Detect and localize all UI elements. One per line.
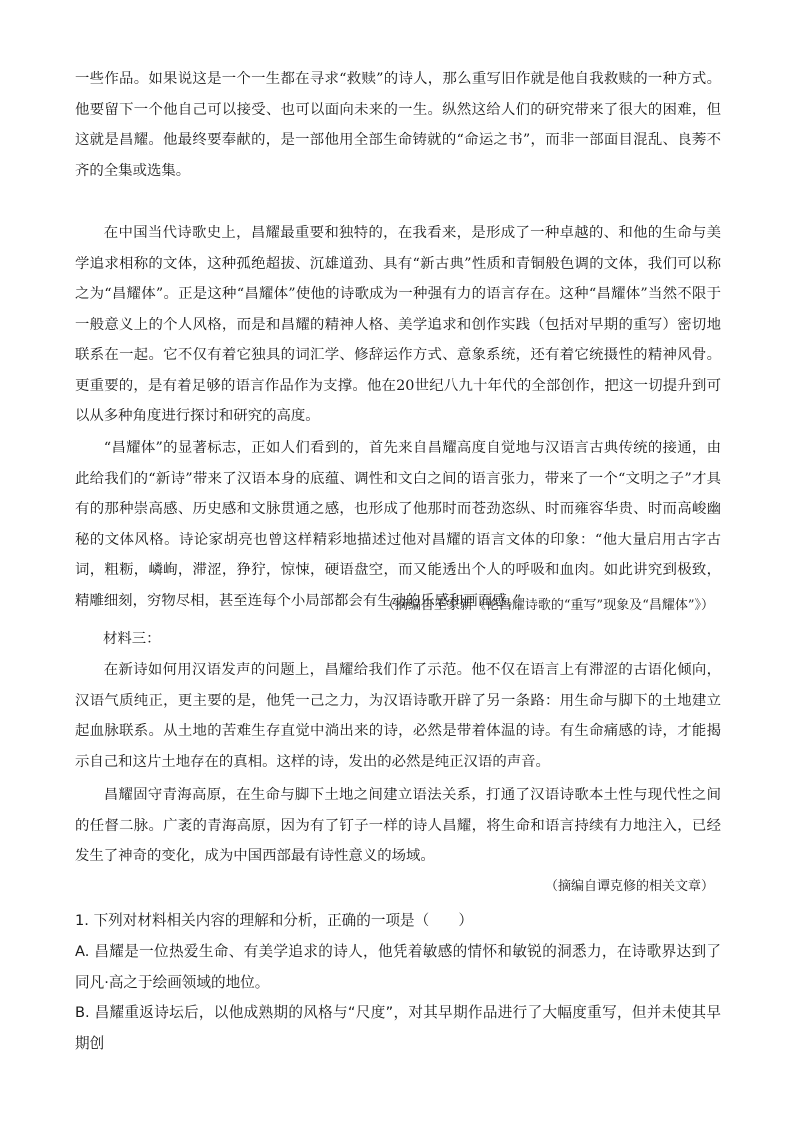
option-a: A. 昌耀是一位热爱生命、有美学追求的诗人，他凭着敏感的情怀和敏锐的洞悉力，在诗歌界达到了同凡·高之于绘画领域的地位。 [75, 943, 721, 991]
question-stem: 1. 下列对材料相关内容的理解和分析，正确的一项是（ ） [75, 912, 474, 929]
option-b: B. 昌耀重返诗坛后，以他成熟期的风格与“尺度”，对其早期作品进行了大幅度重写，但并未使其早期创 [75, 1004, 721, 1052]
source-citation-wang-jiaxin: （摘编自王家新《论昌耀诗歌的“重写”现象及“昌耀体”》） [381, 598, 714, 613]
material-paragraph-chinese-voice: 在新诗如何用汉语发声的问题上，昌耀给我们作了示范。他不仅在语言上有滞涩的古语化倾向，汉语气质纯正，更主要的是，他凭一己之力，为汉语诗歌开辟了另一条路：用生命与脚下的土地建立起血脉联系。从土地的苦难生存直觉中淌出来的诗，必然是带着体温的诗。有生命痛感的诗，才能揭示自己和这片土地存在的真相。这样的诗，发出的必然是纯正汉语的声音。 [75, 662, 721, 770]
source-citation-tan-kexiu: （摘编自谭克修的相关文章） [544, 879, 714, 894]
material-paragraph-style-marks: “昌耀体”的显著标志，正如人们看到的，首先来自昌耀高度自觉地与汉语言古典传统的接通，由此给我们的“新诗”带来了汉语本身的底蕴、调性和文白之间的语言张力，带来了一个“文明之子”才具有的那种崇高感、历史感和文脉贯通之感，也形成了他那时而苍劲恣纵、时而雍容华贵、时而高峻幽秘的文体风格。诗论家胡亮也曾这样精彩地描述过他对昌耀的语言文体的印象：“他大量启用古字古词，粗粝，嶙峋，滞涩，狰狞，惊悚，硬语盘空，而又能透出个人的呼吸和血肉。如此讲究到极致，精雕细刻，穷物尽相，甚至连每个小局部都会有生动的乐感和画面感。” [75, 440, 721, 609]
material-paragraph-qinghai: 昌耀固守青海高原，在生命与脚下土地之间建立语法关系，打通了汉语诗歌本土性与现代性之间的任督二脉。广袤的青海高原，因为有了钉子一样的诗人昌耀，将生命和语言持续有力地注入，已经发生了神奇的变化，成为中国西部最有诗性意义的场域。 [75, 787, 721, 864]
material-paragraph-changyao-style: 在中国当代诗歌史上，昌耀最重要和独特的，在我看来，是形成了一种卓越的、和他的生命与美学追求相称的文体，这种孤绝超拔、沉雄道劲、具有“新古典”性质和青铜般色调的文体，我们可以称之为“昌耀体”。正是这种“昌耀体”使他的诗歌成为一种强有力的语言存在。这种“昌耀体”当然不限于一般意义上的个人风格，而是和昌耀的精神人格、美学追求和创作实践（包括对早期的重写）密切地联系在一起。它不仅有着它独具的词汇学、修辞运作方式、意象系统，还有着它统摄性的精神风骨。更重要的，是有着足够的语言作品作为支撑。他在20世纪八九十年代的全部创作，把这一切提升到可以从多种角度进行探讨和研究的高度。 [75, 225, 721, 424]
material-paragraph-intro: 一些作品。如果说这是一个一生都在寻求“救赎”的诗人，那么重写旧作就是他自我救赎的一种方式。他要留下一个他自己可以接受、也可以面向未来的一生。纵然这给人们的研究带来了很大的困难，但这就是昌耀。他最终要奉献的，是一部他用全部生命铸就的“命运之书”，而非一部面目混乱、良莠不齐的全集或选集。 [75, 71, 721, 179]
material-three-label: 材料三： [103, 631, 161, 647]
